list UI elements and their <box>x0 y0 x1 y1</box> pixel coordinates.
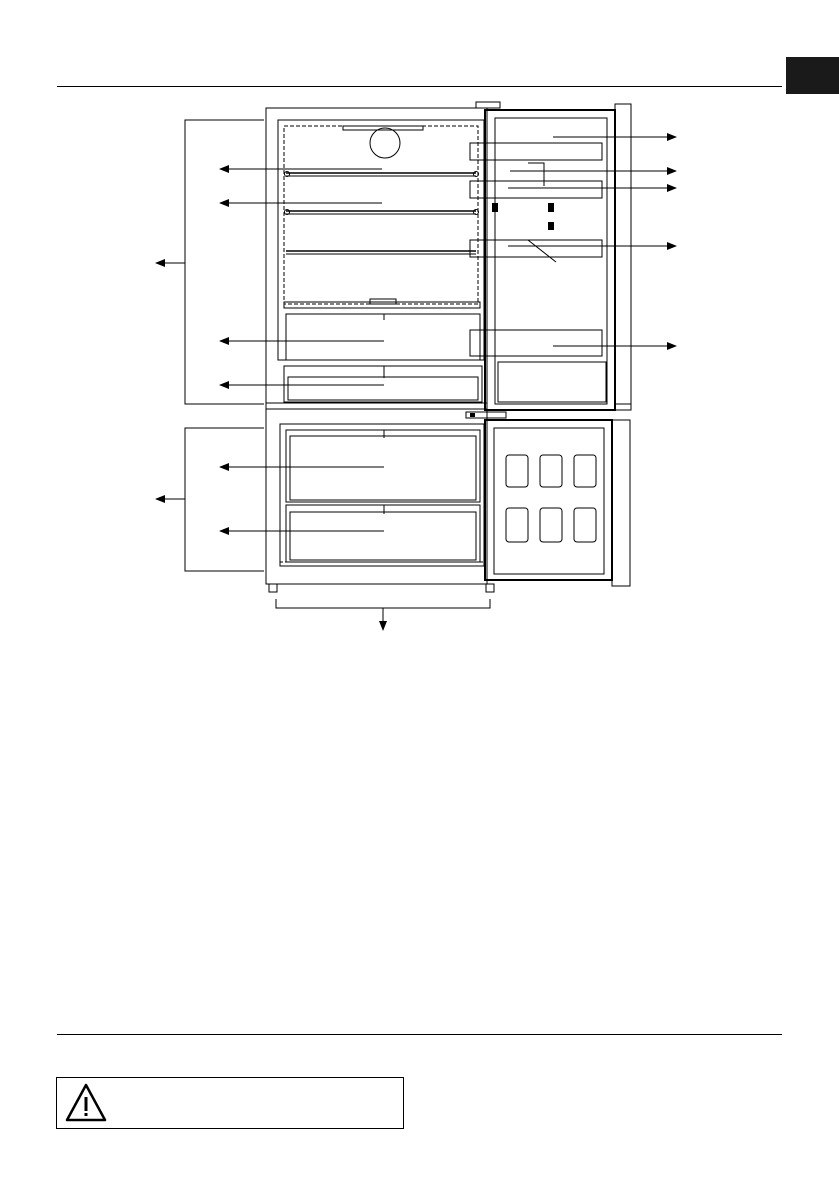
door-balcony-2 <box>470 181 602 198</box>
freezer-liner <box>280 424 484 566</box>
chiller-drawer <box>284 366 482 402</box>
feet-bracket <box>276 599 490 608</box>
fridge-liner <box>284 126 478 304</box>
fan-circle <box>370 128 400 158</box>
warning-triangle-icon <box>64 1082 108 1124</box>
bottom-rule <box>57 1034 782 1035</box>
freezer-drawer-1 <box>286 430 480 502</box>
freezer-bracket <box>185 428 264 571</box>
fridge-door <box>485 110 615 410</box>
door-balcony-4 <box>470 330 602 356</box>
crisper-drawer <box>286 314 480 360</box>
cabinet-body <box>266 108 487 584</box>
door-balcony-1 <box>470 143 602 160</box>
fridge-bracket <box>185 120 264 404</box>
freezer-drawer-2 <box>286 505 480 562</box>
freezer-door <box>485 420 612 580</box>
warning-box <box>56 1077 404 1129</box>
door-balcony-3 <box>470 240 602 257</box>
